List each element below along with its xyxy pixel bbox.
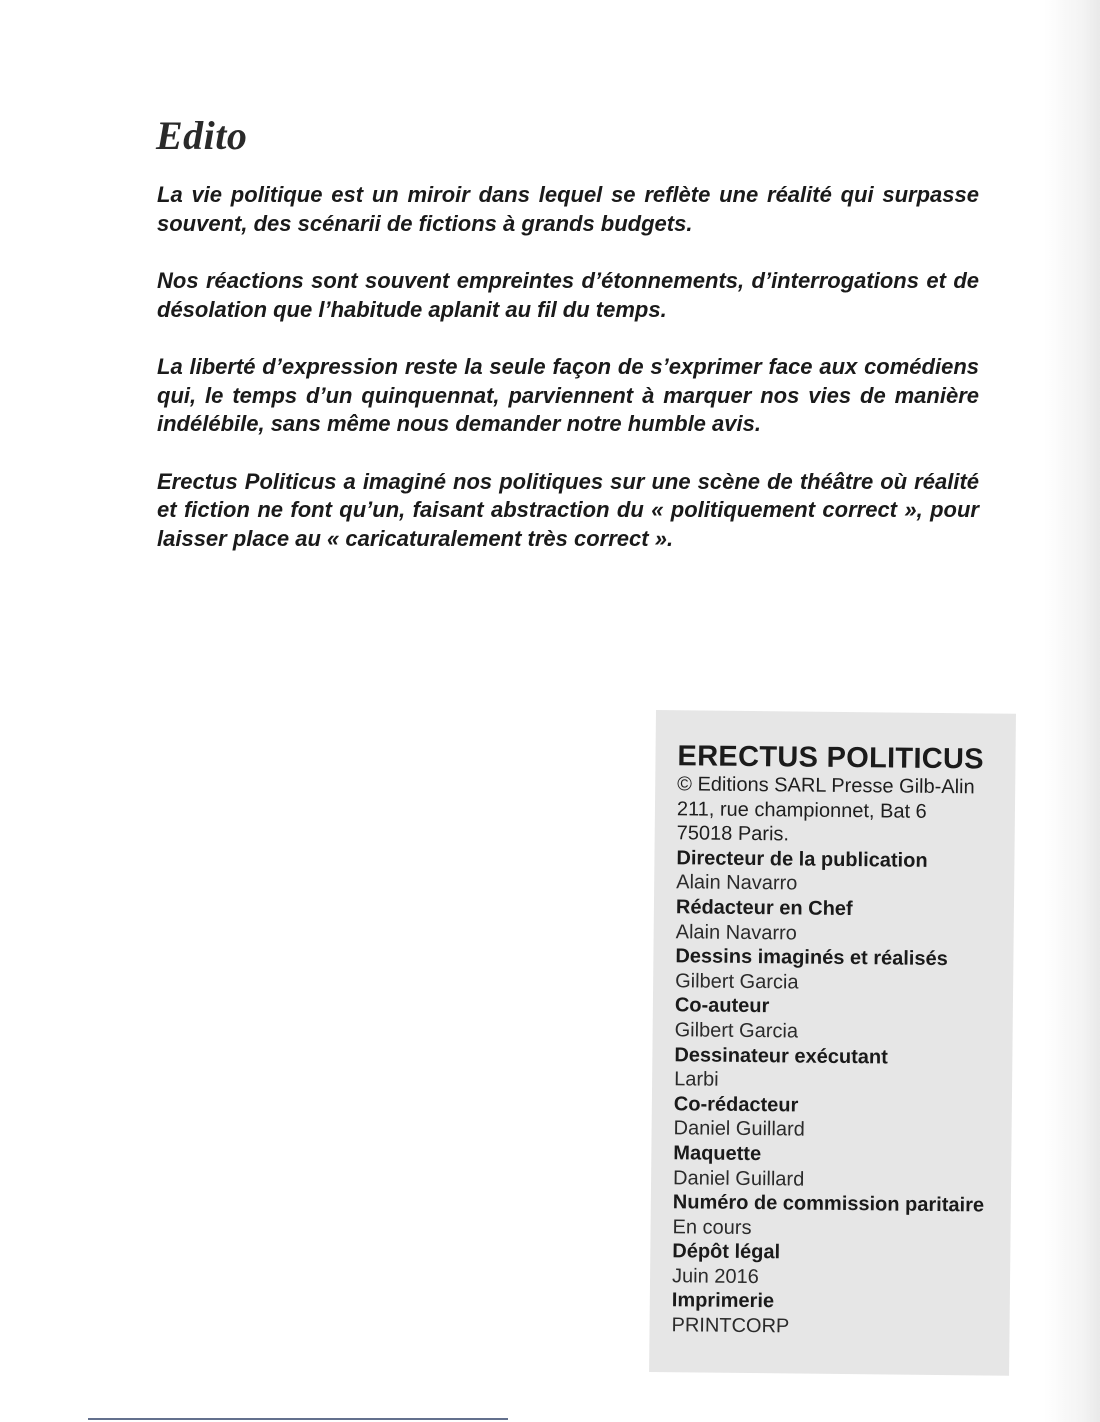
edito-body — [157, 181, 979, 582]
credit-role-commission-number: Numéro de commission paritaire — [672, 1191, 985, 1217]
credit-role-legal-deposit: Dépôt légal — [672, 1240, 781, 1264]
credit-role-layout: Maquette — [673, 1142, 762, 1166]
credit-role-co-editor: Co-rédacteur — [673, 1092, 799, 1117]
credit-name-executing-artist: Larbi — [674, 1068, 719, 1091]
credit-name-publication-director: Alain Navarro — [676, 871, 798, 895]
credit-name-co-author: Gilbert Garcia — [674, 1019, 799, 1043]
credit-role-executing-artist: Dessinateur exécutant — [674, 1043, 888, 1068]
credit-role-printer: Imprimerie — [671, 1289, 775, 1313]
credit-role-editor-in-chief: Rédacteur en Chef — [675, 896, 853, 921]
publisher-copyright: © Editions SARL Presse Gilb-Alin — [677, 773, 975, 799]
credit-name-layout: Daniel Guillard — [672, 1166, 805, 1191]
colophon-box — [649, 710, 1016, 1376]
page-edge-shadow — [1044, 0, 1100, 1422]
edito-paragraph-3: La liberté d’expression reste la seule façon de s’exprimer face aux comédiens qui, le temps d’un quinquennat, parviennent à marquer nos vies de manière indélébile, sans même nous demander notre humble avis. — [157, 354, 979, 436]
credit-role-co-author: Co-auteur — [674, 994, 770, 1018]
credit-name-drawings: Gilbert Garcia — [675, 969, 799, 994]
credit-role-publication-director: Directeur de la publication — [676, 847, 928, 872]
credit-name-printer: PRINTCORP — [671, 1314, 790, 1338]
edito-paragraph-1: La vie politique est un miroir dans lequel se reflète une réalité qui surpasse souvent, des scénarii de fictions à grands budgets. — [157, 182, 979, 236]
credit-name-legal-deposit: Juin 2016 — [671, 1265, 759, 1288]
credit-name-commission-number: En cours — [672, 1215, 752, 1239]
colophon-title: ERECTUS POLITICUS — [677, 740, 985, 776]
credit-name-co-editor: Daniel Guillard — [673, 1117, 805, 1141]
edito-paragraph-2: Nos réactions sont souvent empreintes d’étonnements, d’interrogations et de désolation que l’habitude aplanit au fil du temps. — [157, 268, 979, 322]
bottom-edge-line — [88, 1418, 508, 1420]
credit-name-editor-in-chief: Alain Navarro — [675, 920, 797, 945]
publisher-street: 211, rue championnet, Bat 6 — [676, 797, 927, 823]
edito-paragraph-4: Erectus Politicus a imaginé nos politiques sur une scène de théâtre où réalité et fiction ne font qu’un, faisant abstraction du « politiquement correct », pour laisser place au « caricaturalement très correct ». — [157, 468, 979, 551]
edito-title: Edito — [156, 113, 248, 158]
publisher-city: 75018 Paris. — [676, 822, 790, 846]
credit-role-drawings: Dessins imaginés et réalisés — [675, 945, 948, 971]
